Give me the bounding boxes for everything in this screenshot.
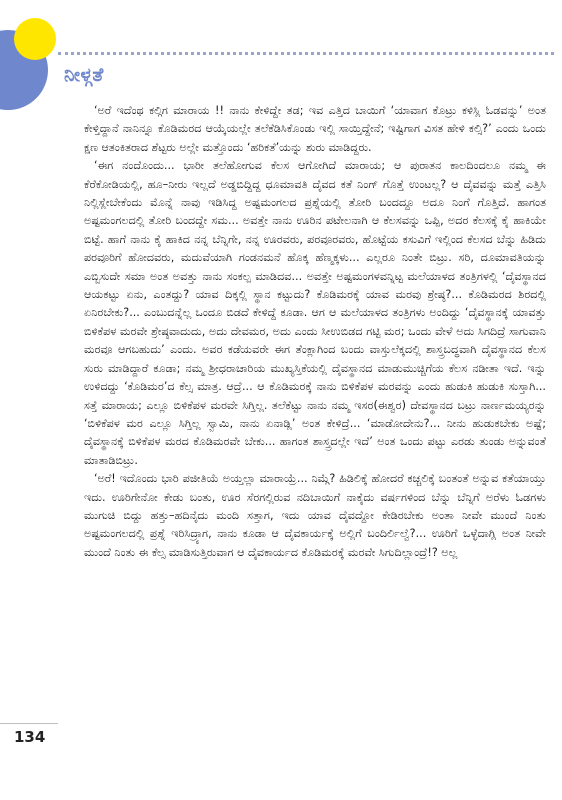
paragraph: ‘ಅರೆ ಇದೆಂಥ ಕಲ್ಗಿಗ ಮಾರಾಯ !! ನಾನು ಕೇಳಿದ್ದೇ ತಡ; ಇವ ಎತ್ತಿದ ಬಾಯಿಗೆ ‘ಯಾವಾಗ ಕೊಟ್ರು ಕಳಿಸ್ಲಿ ಓಡವನ್ನು’ ಅಂತ ಕೇಳ್ತಿದ್ದಾನೆ ನಾನಿನ್ನೂ ಕೊಡಿಮರದ ಆಯ್ಕೆಯಲ್ಲೇ ತಲೆಕೆಡಿಸಿಕೊಂಡು ಇಲ್ಲಿ ಸಾಯ್ತಿದ್ದೇನೆ; ಇಷ್ಟಿಗಾಗ ವಿಸತ ಹೇಳಿ ಕಲ್ಸಿ?’ ಎಂದು ಒಂದು ಕ್ಷಣ ಆತಂಕಿತರಾದ ಶೆಟ್ಟರು ಅಲ್ಲೇ ಮತ್ತೊಂದು ‘ಹರಿಕತೆ’ಯನ್ನು ಶುರು ಮಾಡಿದ್ದರು. bbox=[84, 104, 546, 154]
paragraph: ‘ಈಗ ನಂದೊಂದು... ಭಾರೀ ತಲೆಹೋಗುವ ಕೆಲಸ ಆಗೋಗಿದೆ ಮಾರಾಯ; ಆ ಪುರಾತನ ಕಾಲದಿಂದಲೂ ನಮ್ಮ ಈ ಕೆರೆಕೋಡಿಯಲ್ಲಿ, ಹೂ–ನೀರು ಇಲ್ಲದೆ ಅಡ್ಡಬಿದ್ದಿದ್ದ ಧೂಮಾವತಿ ದೈವದ ಕತೆ ನಿಂಗ್ ಗೊತ್ತೆ ಉಂಟಲ್ಲ? ಆ ದೈವವನ್ನು ಮತ್ತೆ ಎತ್ತಿಸಿ ನಿಲ್ಲಿಸ್ಲೇಬೇಕೆಂದು ಮೊನ್ನೆ ನಾವು ಇಡಿಸಿದ್ದ ಅಷ್ಟಮಂಗಲದ ಪ್ರಶ್ನೆಯಲ್ಲಿ ತೋರಿ ಬಂದದ್ದೂ ಅದೂ ನಿಂಗೆ ಗೊತ್ತಿದೆ. ಹಾಗಂತ ಅಷ್ಟಮಂಗಲದಲ್ಲಿ ತೋರಿ ಬಂದದ್ದೇ ಸಮ... ಅವತ್ತೇ ನಾನು ಊರಿನ ಪಟೇಲನಾಗಿ ಆ ಕೆಲಸವನ್ನು ಒಪ್ಪಿ, ಅದರ ಕೆಲಸಕ್ಕೆ ಕೈ ಹಾಕಿಯೇ ಬಿಟ್ಟೆ. ಹಾಗೆ ನಾನು ಕೈ ಹಾಕಿದ ನನ್ನ ಬೆನ್ನಿಗೇ, ನನ್ನ ಊರವರು, ಪರವೂರವರು, ಹೊಟ್ಟೆಯ ಕಸುವಿಗೆ ಇಲ್ಲಿಂದ ಕೆಲಸದ ಬೆನ್ನು ಹಿಡಿದು ಪರವೂರಿಗೆ ಹೋದವರು, ಮದುವೆಯಾಗಿ ಗಂಡನಮನೆ ಹೊಕ್ಕ ಹೆಣ್ಮಕ್ಕಳು... ಎಲ್ಲರೂ ನಿಂತೇ ಬಿಟ್ರು. ಸರಿ, ದೂಮಾವತಿಯನ್ನು ಎಬ್ಬಿಸುದೇ ಸಮಾ ಅಂತ ಅವತ್ತು ನಾನು ಸಂಕಲ್ಪ ಮಾಡಿದವ... ಅವತ್ತೇ ಅಷ್ಟಮಂಗಳವನ್ನಿಟ್ಟ ಮಲೆಯಾಳದ ತಂತ್ರಿಗಳಲ್ಲಿ ‘ದೈವಸ್ಥಾನದ ಆಯಕಟ್ಟು ಏನು, ಎಂತದ್ದು? ಯಾವ ದಿಕ್ಕಲ್ಲಿ ಸ್ಥಾನ ಕಟ್ಟುದು? ಕೊಡಿಮರಕ್ಕೆ ಯಾವ ಮರವು ಶ್ರೇಷ್ಠ?... ಕೊಡಿಮರದ ಶಿರದಲ್ಲಿ ಏನಿರಬೇಕು?... ಎಂಬುದನ್ನೆಲ್ಲ ಒಂದೂ ಬಿಡದೆ ಕೇಳಿದ್ದೆ ಕೂಡಾ. ಆಗ ಆ ಮಲೆಯಾಳದ ತಂತ್ರಿಗಳು ಅಂದಿದ್ದು ‘ದೈವಸ್ಥಾನಕ್ಕೆ ಯಾವತ್ತು ಬಿಳಿಕೆಪಳ ಮರವೇ ಶ್ರೇಷ್ಠವಾದುದು, ಅದು ದೇವಮರ, ಅದು ಎಂದು ಸೀಉಬಿಡದ ಗಟ್ಟಿ ಮರ; ಒಂದು ವೇಳೆ ಅದು ಸಿಗದಿದ್ರೆ ಸಾಗುವಾನಿ ಮರವೂ ಆಗಬಹುದು’ ಎಂದು. ಅವರ ಕಡೆಯವರೇ ಈಗ ತೆಂಕ್ಲಾಗಿಂದ ಬಂದು ವಾಸ್ತುಲೆಕ್ಕದಲ್ಲಿ ಶಾಸ್ತ್ರಬದ್ಧವಾಗಿ ದೈವಸ್ಥಾನದ ಕೆಲಸ ಸುರು ಮಾಡಿದ್ದಾರೆ ಕೂಡಾ; ನಮ್ಮ ಶ್ರೀಧರಾಚಾರಿಯ ಮುಖ್ಯಸ್ತಿಕೆಯಲ್ಲಿ ದೈವಸ್ಥಾನದ ಮಾಡುಮುಚ್ಚಿಗೆಯ ಕೆಲಸ ನಡೀತಾ ಇದೆ. ಇನ್ನು ಉಳಿದದ್ದು ‘ಕೊಡಿಮರ’ದ ಕೆಲ್ಸ ಮಾತ್ರ. ಆದ್ರೆ... ಆ ಕೊಡಿಮರಕ್ಕೆ ನಾನು ಬಿಳಿಕೆಪಳ ಮರವನ್ನು ಎಂದು ಹುಡುಕಿ ಹುಡುಕಿ ಸುಸ್ತಾಗಿ... ಸತ್ತೆ ಮಾರಾಯ; ಎಲ್ಲೂ ಬಿಳಿಕೆಪಳ ಮರವೇ ಸಿಗ್ತಿಲ್ಲ. ತಲೆಕೆಟ್ಟು ನಾನು ನಮ್ಮ ಇಸರ(ಈಶ್ವರ) ದೇವಸ್ಥಾನದ ಬಟ್ರು ನಾರ್ಣಮಯ್ಯರನ್ನು ‘ಬಿಳಿಕೆಪಳ ಮರ ಎಲ್ಲೂ ಸಿಗ್ತಿಲ್ಲ ಸ್ವಾಮಿ, ನಾನು ಏನಾಡ್ಲಿ’ ಅಂತ ಕೇಳಿದ್ರೆ... ‘ಮಾಡೋದೇನು?... ನೀನು ಹುಡುಕಬೇಕು ಅಷ್ಟೆ; ದೈವಸ್ಥಾನಕ್ಕೆ ಬಿಳಿಕೆಪಳ ಮರದ ಕೊಡಿಮರವೇ ಬೇಕು... ಹಾಗಂತ ಶಾಸ್ತ್ರದಲ್ಲೇ ಇದೆ’ ಅಂತ ಒಂದು ಪಟ್ಟು ಎರಡು ತುಂಡು ಅನ್ನುವಂತೆ ಮಾತಾಡಿಬಿಟ್ರು. bbox=[84, 159, 546, 467]
section-title: ನೀಳ್ಗತೆ bbox=[64, 64, 104, 86]
footer-rule bbox=[0, 723, 58, 724]
page-number: 134 bbox=[14, 728, 46, 746]
paragraph: ‘ಅರೆ! ಇದೊಂದು ಭಾರಿ ಪಜೀತಿಯೆ ಅಯ್ತಲ್ಲಾ ಮಾರಾಯ್ರೆ... ನಿಮ್ಗೆ? ಹಿಡಿಲಿಕ್ಕೆ ಹೋದರೆ ಕಚ್ಚಲಿಕ್ಕೆ ಬಂತಂತೆ ಅನ್ನುವ ಕತೆಯಾಯ್ತು ಇದು. ಊರಿಗೇನೋ ಕೇಡು ಬಂತು, ಊರ ಸೆರಗಲ್ಲಿರುವ ನದಿಬಾಯಿಗೆ ನಾಕೈದು ವರ್ಷಗಳಿಂದ ಬೆನ್ನು ಬೆನ್ನಿಗೆ ಅರೆಳು ಓಡಗಳು ಮುಗುಚಿ ಬಿದ್ದು ಹತ್ತು–ಹದಿನೈದು ಮಂದಿ ಸತ್ತಾಗ, ಇದು ಯಾವ ದೈವದ್ದೋ ಕೇಡಿರಬೇಕು ಅಂತಾ ನೀವೇ ಮುಂದೆ ನಿಂತು ಅಷ್ಟಮಂಗಲದಲ್ಲಿ ಪ್ರಶ್ನೆ ಇರಿಸಿದ್ರ್ಯಾಗ, ನಾನು ಕೂಡಾ ಆ ದೈವಕಾರ್ಯಕ್ಕೆ ಅಲ್ಲಿಗೆ ಬಂದಿರ್ಲಿಲ್ವೆ?... ಊರಿಗೆ ಒಳ್ಳೆದಾಗ್ಲಿ ಅಂತ ನೀವೇ ಮುಂದೆ ನಿಂತು ಈ ಕೆಲ್ಸ ಮಾಡಿಸುತ್ತಿರುವಾಗ ಆ ದೈವಕಾರ್ಯದ ಕೊಡಿಮರಕ್ಕೆ ಮರವೇ ಸಿಗುದಿಲ್ಲಾಂದ್ರೆ!? ಅಲ್ಲ bbox=[84, 472, 546, 559]
article-body bbox=[84, 102, 546, 562]
decorative-yellow-circle bbox=[14, 18, 56, 60]
dotted-header-rule bbox=[58, 52, 554, 55]
